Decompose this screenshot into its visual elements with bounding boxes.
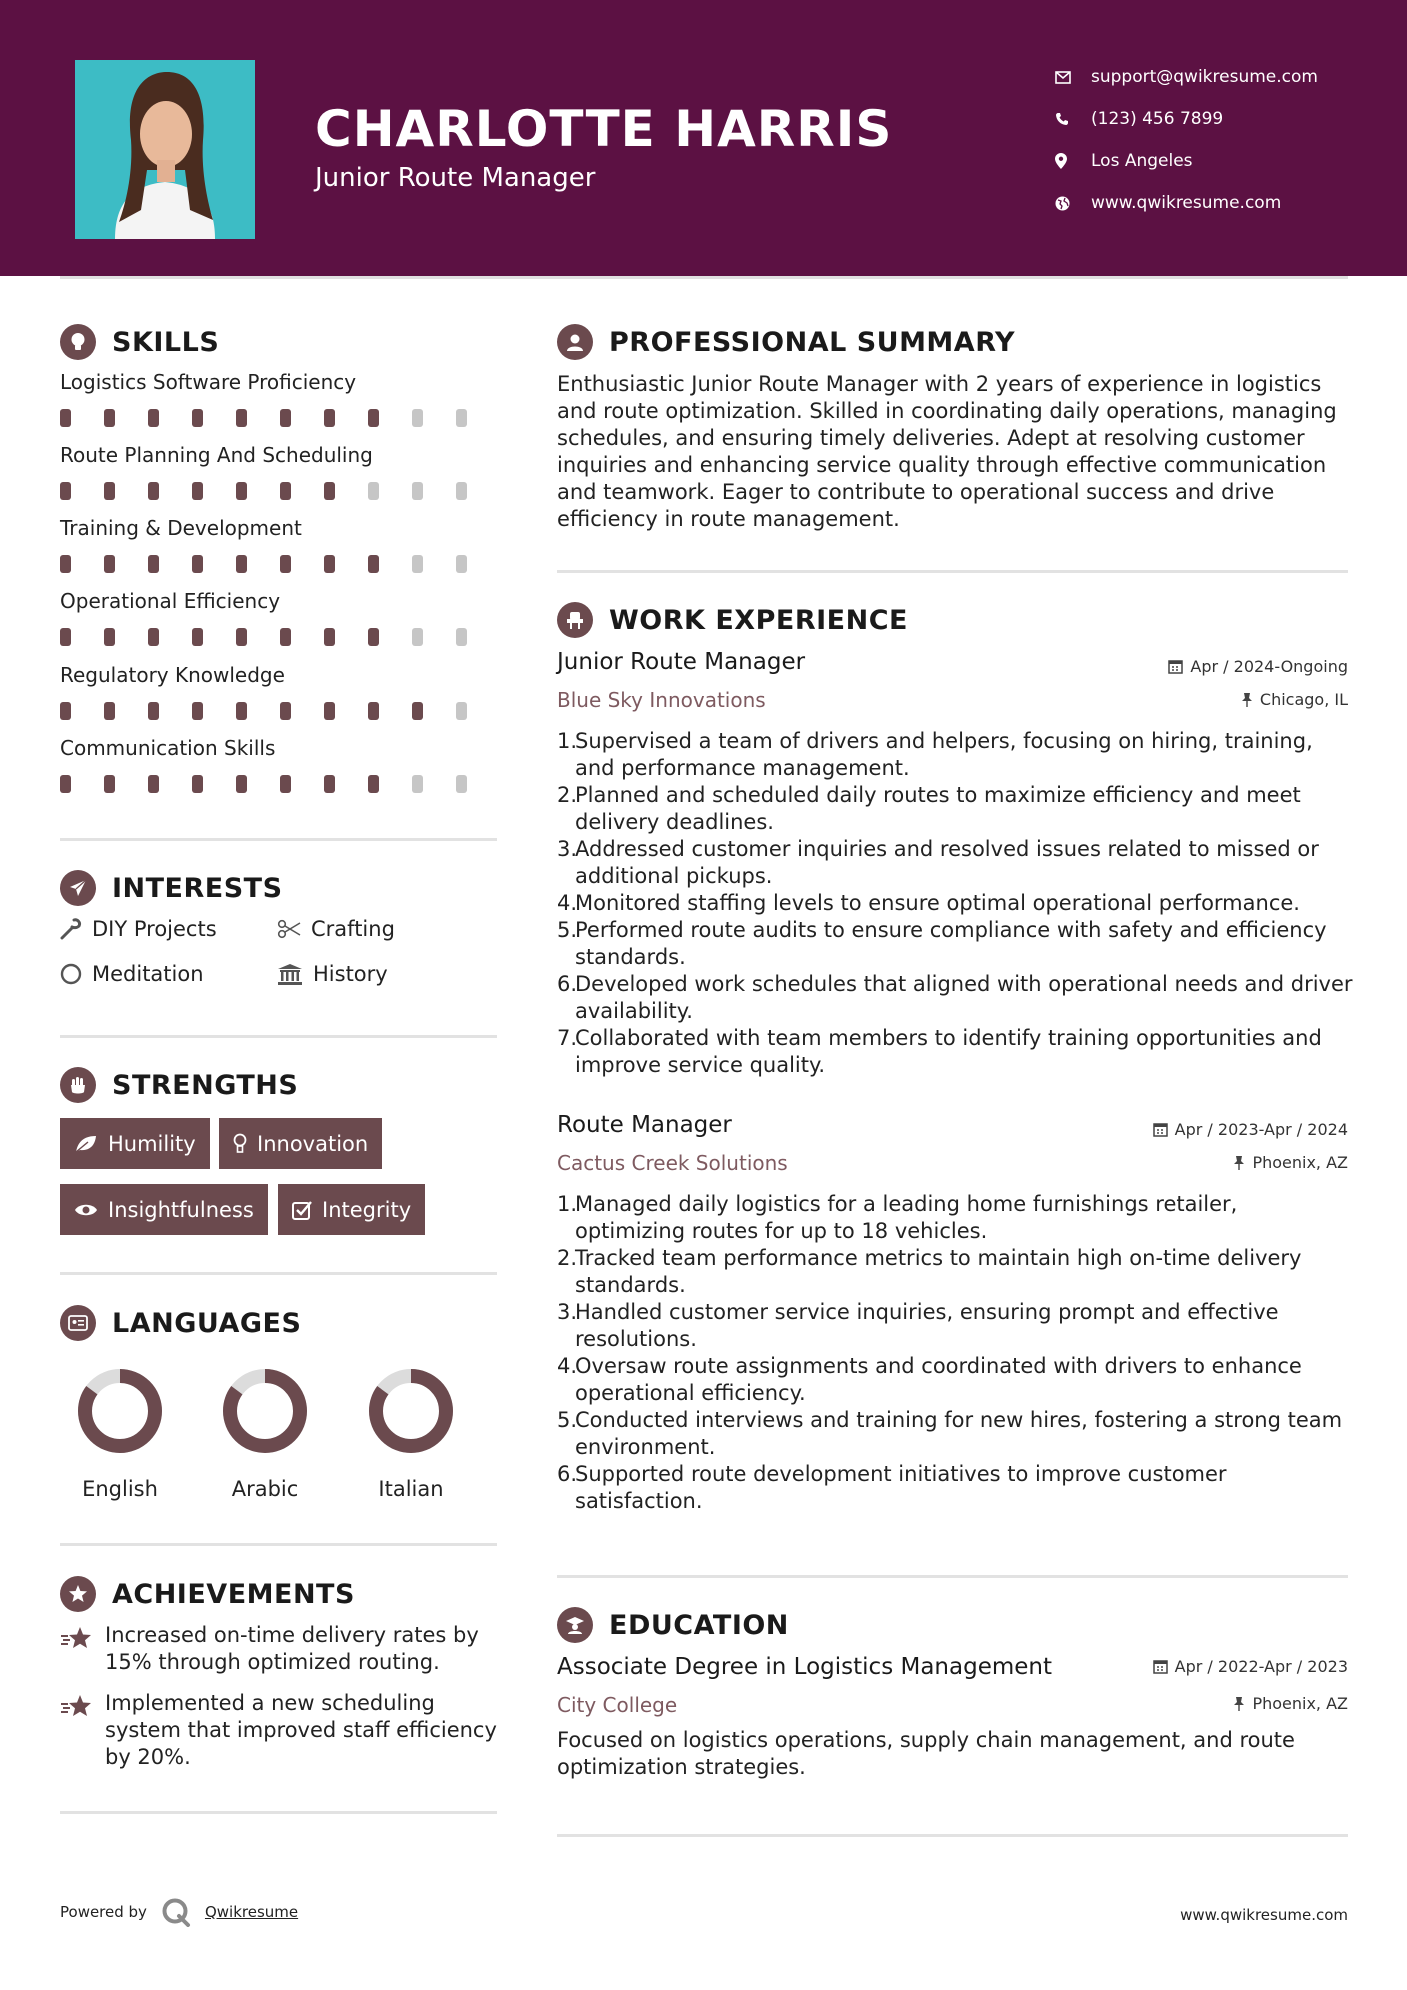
- strength-badge: [60, 1118, 210, 1169]
- language-label: Arabic: [231, 1477, 299, 1501]
- skill-dot: [456, 628, 467, 646]
- user-icon: [557, 324, 593, 360]
- skill-dot: [280, 628, 291, 646]
- bullet-text: Supervised a team of drivers and helpers, focusing on hiring, training, and performance management.: [575, 729, 1313, 780]
- bullet-item: 4. Oversaw route assignments and coordinated with drivers to enhance operational efficiency.: [557, 1353, 1353, 1407]
- achievement-item: [60, 1622, 500, 1676]
- skill-item: [60, 370, 500, 427]
- skill-dot: [148, 482, 159, 500]
- strength-label: Integrity: [322, 1197, 412, 1222]
- skill-label: Route Planning And Scheduling: [60, 443, 373, 467]
- skill-dot: [104, 702, 115, 720]
- education-heading: [557, 1607, 789, 1643]
- skill-dot: [368, 409, 379, 427]
- job-dates-text: Apr / 2024-Ongoing: [1190, 657, 1348, 676]
- pushpin-icon: [1241, 692, 1253, 707]
- strengths-title: STRENGTHS: [112, 1069, 299, 1101]
- education-title: EDUCATION: [609, 1609, 789, 1641]
- skill-dot: [148, 409, 159, 427]
- contact-phone-text: (123) 456 7899: [1091, 109, 1224, 129]
- bullet-text: Monitored staffing levels to ensure optimal operational performance.: [575, 891, 1300, 915]
- star-icon: [60, 1690, 105, 1771]
- skill-dot: [104, 555, 115, 573]
- job-dates: [1153, 1120, 1348, 1139]
- candidate-role: Junior Route Manager: [315, 163, 596, 193]
- skill-dot: [412, 555, 423, 573]
- graduate-icon: [557, 1607, 593, 1643]
- skill-label: Communication Skills: [60, 736, 276, 760]
- skill-item: [60, 589, 500, 646]
- skill-dot: [280, 555, 291, 573]
- job-bullets: [557, 728, 1353, 1079]
- achievement-text: Increased on-time delivery rates by 15% through optimized routing.: [105, 1623, 479, 1674]
- globe-icon: [1055, 196, 1091, 211]
- education-location-text: Phoenix, AZ: [1252, 1694, 1348, 1713]
- qwikresume-logo-icon: [161, 1897, 191, 1927]
- skill-dot: [60, 555, 71, 573]
- language-item: [205, 1365, 325, 1501]
- check-square-icon: [292, 1200, 312, 1220]
- phone-icon: [1055, 112, 1091, 126]
- skill-dot: [236, 702, 247, 720]
- skill-dot: [280, 482, 291, 500]
- contact-location-text: Los Angeles: [1091, 151, 1193, 171]
- scissors-icon: [277, 919, 301, 939]
- skill-dot: [280, 775, 291, 793]
- skill-rating: [60, 775, 500, 793]
- language-item: [60, 1365, 180, 1501]
- interest-item: [277, 917, 395, 941]
- skill-dot: [324, 628, 335, 646]
- skill-label: Training & Development: [60, 516, 302, 540]
- skill-dot: [104, 482, 115, 500]
- company-name: Cactus Creek Solutions: [557, 1151, 788, 1175]
- skill-dot: [412, 482, 423, 500]
- resume-header: [0, 0, 1407, 276]
- skill-dot: [192, 482, 203, 500]
- bullet-item: 6. Developed work schedules that aligned with operational needs and driver availability.: [557, 972, 1353, 1023]
- skill-dot: [412, 409, 423, 427]
- skill-dot: [148, 702, 159, 720]
- skill-dot: [368, 555, 379, 573]
- interest-item: [277, 962, 388, 986]
- skill-rating: [60, 409, 500, 427]
- leaf-icon: [74, 1134, 98, 1154]
- achievements-title: ACHIEVEMENTS: [112, 1578, 355, 1610]
- skill-dot: [456, 555, 467, 573]
- skill-dot: [324, 409, 335, 427]
- achievement-text: Implemented a new scheduling system that improved staff efficiency by 20%.: [105, 1691, 497, 1769]
- skill-dot: [456, 482, 467, 500]
- bullet-text: Supported route development initiatives to improve customer satisfaction.: [575, 1462, 1227, 1513]
- job-dates: [1168, 657, 1348, 676]
- skill-dot: [192, 409, 203, 427]
- languages-heading: [60, 1305, 301, 1341]
- skill-rating: [60, 702, 500, 720]
- bullet-item: 5. Performed route audits to ensure compliance with safety and efficiency standards.: [557, 917, 1353, 971]
- bullet-item: 2. Planned and scheduled daily routes to maximize efficiency and meet delivery deadlines.: [557, 782, 1353, 836]
- skill-dot: [368, 628, 379, 646]
- circle-icon: [60, 963, 82, 985]
- skill-item: [60, 443, 500, 500]
- education-dates-text: Apr / 2022-Apr / 2023: [1174, 1657, 1348, 1676]
- skill-dot: [104, 775, 115, 793]
- skill-dot: [60, 702, 71, 720]
- skill-dot: [236, 775, 247, 793]
- bank-icon: [277, 963, 303, 985]
- skill-dot: [324, 702, 335, 720]
- summary-title: PROFESSIONAL SUMMARY: [609, 326, 1016, 358]
- summary-text: Enthusiastic Junior Route Manager with 2 years of experience in logistics and route optimization. Skilled in coordinating daily operations, managing schedules, and ensuring timely deliveries. Adept at resolving customer inquiries and enhancing service quality through effective communication and teamwork. Eager to contribute to operational success and drive efficiency in route management.: [557, 372, 1337, 531]
- interests-title: INTERESTS: [112, 872, 283, 904]
- skill-dot: [412, 702, 423, 720]
- achievements-heading: [60, 1576, 355, 1612]
- footer-powered-by: [60, 1897, 298, 1927]
- job-dates-text: Apr / 2023-Apr / 2024: [1174, 1120, 1348, 1139]
- skill-dot: [236, 409, 247, 427]
- skill-dot: [104, 628, 115, 646]
- contact-list: [1055, 56, 1318, 224]
- bullet-text: Addressed customer inquiries and resolved issues related to missed or additional pickups.: [575, 837, 1319, 888]
- education-description: Focused on logistics operations, supply chain management, and route optimization strategies.: [557, 1728, 1295, 1779]
- eye-icon: [74, 1202, 98, 1218]
- experience-heading: [557, 602, 908, 638]
- contact-website-text: www.qwikresume.com: [1091, 193, 1282, 213]
- skill-dot: [368, 775, 379, 793]
- contact-location: [1055, 140, 1318, 182]
- section-divider: [60, 1811, 497, 1814]
- bullet-item: 3. Handled customer service inquiries, ensuring prompt and effective resolutions.: [557, 1299, 1353, 1353]
- calendar-icon: [1153, 1122, 1168, 1137]
- job-title: Junior Route Manager: [557, 649, 806, 675]
- job-location: [1233, 1153, 1348, 1172]
- interests-heading: [60, 870, 283, 906]
- skill-dot: [456, 409, 467, 427]
- skill-dot: [280, 702, 291, 720]
- bullet-text: Performed route audits to ensure compliance with safety and efficiency standards.: [575, 918, 1327, 969]
- school-name: City College: [557, 1693, 678, 1717]
- section-divider: [557, 570, 1348, 573]
- language-donut: [60, 1365, 180, 1455]
- skill-dot: [236, 628, 247, 646]
- skill-dot: [456, 775, 467, 793]
- star-icon: [60, 1622, 105, 1676]
- star-badge-icon: [60, 1576, 96, 1612]
- skill-dot: [192, 702, 203, 720]
- skill-dot: [148, 555, 159, 573]
- skill-label: Operational Efficiency: [60, 589, 281, 613]
- language-donut: [351, 1365, 471, 1455]
- education-dates: [1153, 1657, 1348, 1676]
- section-divider: [60, 1543, 497, 1546]
- envelope-icon: [1055, 71, 1091, 84]
- skill-dot: [368, 702, 379, 720]
- profile-photo: [75, 60, 255, 239]
- contact-email[interactable]: [1055, 56, 1318, 98]
- skill-dot: [324, 555, 335, 573]
- briefcase-icon: [557, 602, 593, 638]
- summary-heading: [557, 324, 1015, 360]
- hand-icon: [60, 1067, 96, 1103]
- skill-item: [60, 516, 500, 573]
- bullet-text: Conducted interviews and training for new hires, fostering a strong team environment.: [575, 1408, 1343, 1459]
- section-divider: [60, 838, 497, 841]
- interest-label: Meditation: [92, 962, 204, 986]
- skills-title: SKILLS: [112, 326, 220, 358]
- candidate-name: CHARLOTTE HARRIS: [315, 100, 893, 158]
- section-divider: [60, 1035, 497, 1038]
- section-divider: [60, 1272, 497, 1275]
- skill-dot: [412, 628, 423, 646]
- languages-title: LANGUAGES: [112, 1307, 302, 1339]
- strength-label: Humility: [108, 1131, 196, 1156]
- calendar-icon: [1168, 659, 1183, 674]
- degree-title: Associate Degree in Logistics Management: [557, 1654, 1052, 1680]
- section-divider: [557, 1575, 1348, 1578]
- qwikresume-link[interactable]: Qwikresume: [204, 1903, 299, 1921]
- skill-dot: [60, 628, 71, 646]
- bullet-text: Collaborated with team members to identify training opportunities and improve service quality.: [575, 1026, 1322, 1077]
- skill-dot: [368, 482, 379, 500]
- language-label: Italian: [378, 1477, 444, 1501]
- skill-dot: [104, 409, 115, 427]
- id-card-icon: [60, 1305, 96, 1341]
- job-title: Route Manager: [557, 1112, 732, 1138]
- skill-item: [60, 663, 500, 720]
- strengths-heading: [60, 1067, 298, 1103]
- skill-dot: [236, 555, 247, 573]
- skill-rating: [60, 482, 500, 500]
- skill-dot: [324, 482, 335, 500]
- lightbulb-icon: [233, 1133, 247, 1155]
- interest-label: History: [313, 962, 388, 986]
- skill-item: [60, 736, 500, 793]
- experience-title: WORK EXPERIENCE: [609, 604, 908, 636]
- language-item: [351, 1365, 471, 1501]
- header-divider: [60, 276, 1348, 279]
- skill-dot: [192, 775, 203, 793]
- paper-plane-icon: [60, 870, 96, 906]
- contact-email-text: support@qwikresume.com: [1091, 67, 1318, 87]
- pushpin-icon: [1233, 1155, 1245, 1170]
- footer-website[interactable]: www.qwikresume.com: [1180, 1906, 1348, 1924]
- interest-item: [60, 962, 204, 986]
- skill-rating: [60, 555, 500, 573]
- bullet-item: 5. Conducted interviews and training for new hires, fostering a strong team environment.: [557, 1407, 1353, 1461]
- skill-dot: [280, 409, 291, 427]
- skill-dot: [60, 775, 71, 793]
- section-divider: [557, 1834, 1348, 1837]
- skill-dot: [192, 628, 203, 646]
- contact-website[interactable]: [1055, 182, 1318, 224]
- bullet-text: Planned and scheduled daily routes to maximize efficiency and meet delivery deadlines.: [575, 783, 1301, 834]
- bullet-item: 6. Supported route development initiatives to improve customer satisfaction.: [557, 1461, 1353, 1515]
- language-donut: [205, 1365, 325, 1455]
- strength-label: Insightfulness: [108, 1197, 254, 1222]
- bullet-text: Developed work schedules that aligned with operational needs and driver availability.: [575, 972, 1353, 1023]
- interest-item: [60, 917, 217, 941]
- contact-phone[interactable]: [1055, 98, 1318, 140]
- bullet-item: 3. Addressed customer inquiries and resolved issues related to missed or additional pickups.: [557, 836, 1353, 890]
- job-location-text: Chicago, IL: [1259, 690, 1348, 709]
- bullet-text: Oversaw route assignments and coordinated with drivers to enhance operational efficiency.: [575, 1354, 1302, 1405]
- powered-by-text: Powered by: [60, 1903, 147, 1921]
- achievement-item: [60, 1690, 500, 1771]
- job-location-text: Phoenix, AZ: [1252, 1153, 1348, 1172]
- skill-dot: [60, 409, 71, 427]
- bullet-item: 4. Monitored staffing levels to ensure optimal operational performance.: [557, 891, 1300, 915]
- skill-dot: [412, 775, 423, 793]
- bullet-item: 7. Collaborated with team members to identify training opportunities and improve service quality.: [557, 1025, 1353, 1079]
- pushpin-icon: [1233, 1696, 1245, 1711]
- strength-badge: [278, 1184, 425, 1235]
- bullet-text: Tracked team performance metrics to maintain high on-time delivery standards.: [575, 1246, 1302, 1297]
- job-bullets: [557, 1191, 1353, 1515]
- bullet-item: 1. Managed daily logistics for a leading home furnishings retailer, optimizing routes for up to 18 vehicles.: [557, 1191, 1353, 1245]
- skill-dot: [148, 775, 159, 793]
- bullet-text: Managed daily logistics for a leading home furnishings retailer, optimizing routes for up to 18 vehicles.: [575, 1192, 1238, 1243]
- strength-badge: [60, 1184, 268, 1235]
- strength-badge: [219, 1118, 382, 1169]
- skills-heading: [60, 324, 219, 360]
- language-label: English: [82, 1477, 158, 1501]
- interest-label: Crafting: [311, 917, 395, 941]
- bullet-item: 2. Tracked team performance metrics to maintain high on-time delivery standards.: [557, 1245, 1353, 1299]
- bullet-item: 1. Supervised a team of drivers and helpers, focusing on hiring, training, and performance management.: [557, 728, 1353, 782]
- interest-label: DIY Projects: [92, 917, 217, 941]
- bullet-text: Handled customer service inquiries, ensuring prompt and effective resolutions.: [575, 1300, 1279, 1351]
- skill-label: Logistics Software Proficiency: [60, 370, 357, 394]
- company-name: Blue Sky Innovations: [557, 688, 766, 712]
- calendar-icon: [1153, 1659, 1168, 1674]
- strength-label: Innovation: [257, 1131, 369, 1156]
- skill-label: Regulatory Knowledge: [60, 663, 285, 687]
- lightbulb-icon: [60, 324, 96, 360]
- job-location: [1241, 690, 1348, 709]
- skill-dot: [324, 775, 335, 793]
- skill-dot: [192, 555, 203, 573]
- skill-dot: [456, 702, 467, 720]
- skill-rating: [60, 628, 500, 646]
- wrench-icon: [60, 918, 82, 940]
- skill-dot: [60, 482, 71, 500]
- skill-dot: [148, 628, 159, 646]
- map-pin-icon: [1055, 153, 1091, 169]
- skill-dot: [236, 482, 247, 500]
- education-location: [1233, 1694, 1348, 1713]
